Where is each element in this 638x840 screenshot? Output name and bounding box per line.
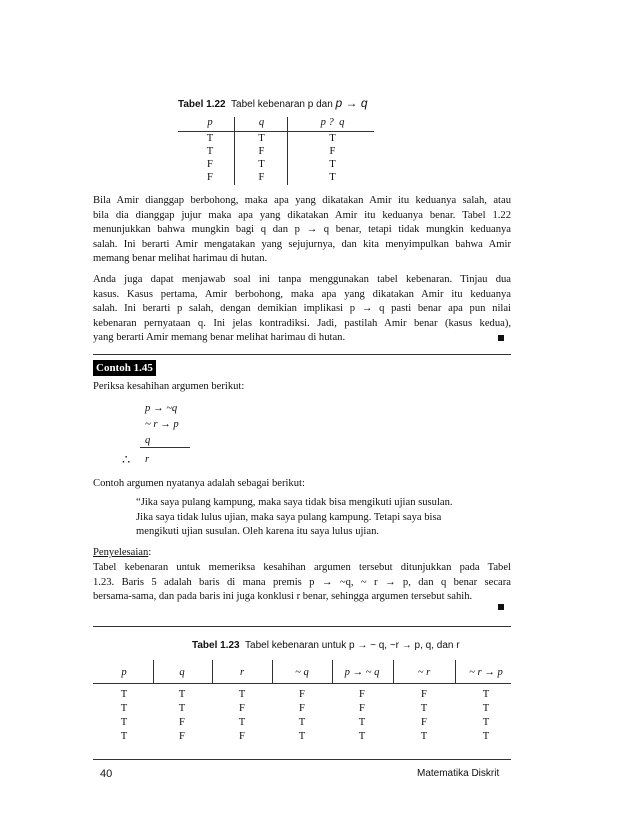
example-title-badge: Contoh 1.45 [93,360,156,376]
table-1-23-caption-text: Tabel kebenaran untuk p → ~ q, ~r → p, q, dan r [245,640,460,651]
premise-2: ~ r → p [145,419,179,430]
paragraph-alternative-proof [93,273,511,346]
solution-heading [93,547,151,558]
text-line: kasus. Kasus pertama, Amir berbohong, maka apa yang dikatakan Amir itu keduanya [93,288,511,300]
example-intro: Periksa kesahihan argumen berikut: [93,381,245,392]
table-1-23-divider [153,660,154,684]
argument-conclusion-rule [140,447,190,448]
table-1-22-caption-text: Tabel kebenaran p dan [231,99,333,110]
quote-line: “Jika saya pulang kampung, maka saya tidak bisa mengikuti ujian susulan. [136,497,453,508]
text-line: yang berarti Amir memang benar melihat harimau di hutan. [93,332,346,344]
table-1-23-header: p [121,667,127,678]
table-1-23-cell: F [299,689,305,700]
table-1-22-caption [178,96,368,110]
table-1-23-divider [393,660,394,684]
table-1-22-header-rule [178,131,374,132]
page-number: 40 [100,768,113,780]
table-1-22-cell: F [329,146,336,157]
text-line: salah. Ini berarti Amir mengatakan yang sejujurnya, dan kita menyimpulkan bahwa Amir [93,238,511,250]
table-1-22-header-p: p [207,117,213,128]
table-1-23-divider [272,660,273,684]
table-1-23-cell: F [359,703,365,714]
table-1-23-cell: T [120,703,128,714]
solution-label: Penyelesaian [93,547,149,558]
table-1-22-divider [234,117,235,185]
quote-line: mengikuti ujian susulan. Oleh karena itu saya lulus ujian. [136,526,380,538]
table-1-23-cell: T [420,731,428,742]
table-1-23-cell: T [358,731,366,742]
table-1-23-header: p → ~ q [344,667,380,678]
therefore-symbol: ∴ [122,452,131,467]
text-line: Tabel kebenaran untuk memeriksa kesahihan argumen tersebut ditunjukkan pada Tabel [93,562,511,573]
conclusion: r [145,454,150,465]
table-1-22-cell: F [258,172,265,183]
table-1-23-divider [455,660,456,684]
concrete-example-quote [136,496,453,540]
table-1-23-cell: F [421,689,427,700]
table-1-23-cell: F [179,731,185,742]
book-title: Matematika Diskrit [417,768,500,779]
premise-3: q [145,435,151,446]
text-line: salah. Ini berarti p salah, dengan demikian implikasi p → q pasti benar apa pun nilai [93,303,511,315]
text-line: Bila Amir dianggap berbohong, maka apa yang dikatakan Amir itu keduanya salah, atau [93,195,511,206]
table-1-23-caption [192,640,460,651]
table-1-22-caption-expr: p → q [335,96,368,110]
table-1-22-cell: T [206,146,214,157]
solution-paragraph [93,561,511,605]
section-divider [93,626,511,627]
table-1-23-cell: T [178,689,186,700]
table-1-23-cell: T [482,703,490,714]
solution-colon: : [148,547,152,558]
table-1-23-cell: T [482,689,490,700]
concrete-example-intro: Contoh argumen nyatanya adalah sebagai berikut: [93,478,305,489]
table-1-23-cell: T [420,703,428,714]
section-divider [93,354,511,355]
table-1-23-cell: T [482,731,490,742]
table-1-23-cell: T [358,717,366,728]
text-line: bersama-sama, dan pada baris ini juga konklusi r benar, sehingga argumen tersebut sahih. [93,591,473,603]
table-1-23-cell: F [421,717,427,728]
table-1-23-caption-label: Tabel 1.23 [192,640,240,651]
table-1-23-header: ~ q [295,667,309,678]
table-1-23-cell: F [239,703,245,714]
table-1-23-cell: T [482,717,490,728]
table-1-22-divider [287,117,288,185]
table-1-23-divider [212,660,213,684]
table-1-22-cell: T [329,172,336,183]
table-1-22-cell: T [329,159,336,170]
table-1-23-header: q [179,667,185,678]
text-line: menunjukkan bahwa mungkin bagi q dan p → q benar, tetapi tidak mungkin keduanya [93,224,511,236]
table-1-22-cell: F [207,172,213,183]
table-1-23-cell: T [238,689,246,700]
paragraph-truth-table-explanation [93,194,511,267]
text-line: 1.23. Baris 5 adalah baris di mana premis p → ~q, ~ r → p, dan q benar secara [93,576,511,588]
table-1-23-header: ~ r → p [469,667,503,678]
premise-1: p → ~q [145,403,178,414]
table-1-23-cell: F [299,703,305,714]
table-1-23-cell: T [120,717,128,728]
table-1-22-cell: T [258,133,265,144]
table-1-23-divider [332,660,333,684]
table-1-22-caption-label: Tabel 1.22 [178,99,226,110]
table-1-23-cell: T [120,731,128,742]
table-1-23-header-rule [93,683,511,684]
table-1-22-header-implication: p ? q [320,117,345,128]
table-1-23-header: r [239,667,245,678]
table-1-22-cell: F [258,146,265,157]
table-1-23-header: ~ r [417,667,431,678]
end-of-proof-square-icon [498,335,504,341]
table-1-22-header-q: q [258,117,265,128]
table-1-22-cell: T [329,133,336,144]
table-1-22-cell: T [258,159,265,170]
table-1-23-cell: F [179,717,185,728]
text-line: kebenaran pernyataan q. Ini jelas kontradiksi. Jadi, pastilah Amir benar (kasus kedua), [93,317,511,329]
table-1-23-cell: T [120,689,128,700]
table-1-22-cell: F [207,159,213,170]
table-1-23-cell: T [298,717,306,728]
quote-line: Jika saya tidak lulus ujian, maka saya pulang kampung. Tetapi saya bisa [136,511,442,523]
table-1-23-cell: T [238,717,246,728]
footer-rule [93,759,511,760]
end-of-solution-square-icon [498,604,504,610]
text-line: bila dia dianggap jujur maka apa yang dikatakan Amir itu keduanya benar. Tabel 1.22 [93,209,511,221]
text-line: memang benar melihat harimau di hutan. [93,253,268,265]
table-1-23-cell: F [239,731,245,742]
table-1-23-cell: F [359,689,365,700]
table-1-23-cell: T [178,703,186,714]
table-1-22-cell: T [206,133,214,144]
text-line: Anda juga dapat menjawab soal ini tanpa menggunakan tabel kebenaran. Tinjau dua [93,274,511,285]
table-1-23-cell: T [298,731,306,742]
